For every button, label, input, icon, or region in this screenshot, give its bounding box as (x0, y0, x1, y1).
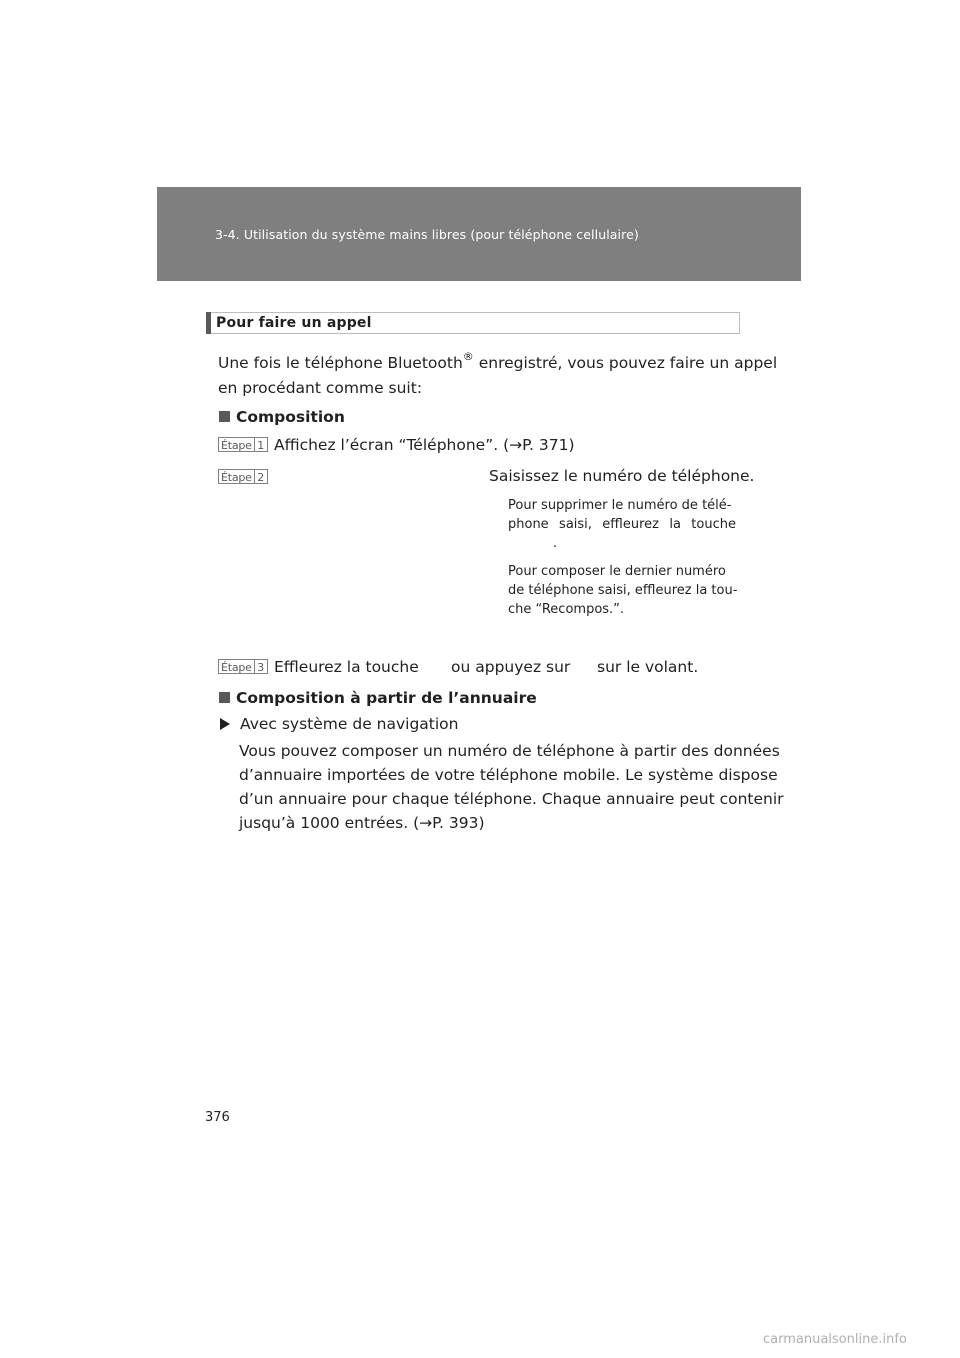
note-1-line-1: Pour supprimer le numéro de télé- (508, 498, 732, 513)
intro-line-2: en procédant comme suit: (218, 379, 423, 397)
square-bullet-icon (219, 692, 230, 703)
step-3-text-b: ou appuyez sur (451, 658, 571, 676)
note-1-line-3: . (553, 536, 558, 551)
watermark: carmanualsonline.info (763, 1332, 907, 1347)
directory-para-line-1: Vous pouvez composer un numéro de téléphone à partir des données (239, 742, 780, 760)
step-1-text: Affichez l’écran “Téléphone”. (→P. 371) (274, 436, 575, 454)
chapter-title: 3-4. Utilisation du système mains libres (pour téléphone cellulaire) (215, 227, 639, 242)
composition-heading (219, 405, 345, 429)
directory-para-line-2: d’annuaire importées de votre téléphone mobile. Le système dispose (239, 766, 778, 784)
step-2-label: Étape (218, 469, 255, 484)
directory-bullet-text: Avec système de navigation (240, 715, 459, 733)
directory-para-line-3: d’un annuaire pour chaque téléphone. Chaque annuaire peut contenir (239, 790, 784, 808)
intro-text-b: enregistré, vous pouvez faire un appel (473, 354, 778, 372)
intro-text-a: Une fois le téléphone Bluetooth (218, 354, 463, 372)
section-heading-marker (206, 312, 211, 334)
section-heading: Pour faire un appel (216, 315, 372, 331)
triangle-bullet-icon (220, 718, 230, 730)
intro-line-1 (218, 351, 777, 375)
step-3-text-a: Effleurez la touche (274, 658, 419, 676)
note-2-line-2: de téléphone saisi, effleurez la tou- (508, 583, 738, 598)
step-3-number: 3 (255, 659, 268, 674)
step-3-label: Étape (218, 659, 255, 674)
square-bullet-icon (219, 411, 230, 422)
step-2-number: 2 (255, 469, 268, 484)
step-1-badge (218, 437, 268, 452)
step-1-label: Étape (218, 437, 255, 452)
directory-bullet (220, 712, 458, 736)
registered-mark: ® (462, 350, 474, 363)
step-2-text: Saisissez le numéro de téléphone. (489, 467, 755, 485)
step-3-text-c: sur le volant. (597, 658, 699, 676)
page-number: 376 (205, 1110, 230, 1125)
note-2-line-3: che “Recompos.”. (508, 602, 625, 617)
step-2-badge (218, 469, 268, 484)
note-2-line-1: Pour composer le dernier numéro (508, 564, 726, 579)
header-band (157, 187, 801, 281)
directory-para-line-4: jusqu’à 1000 entrées. (→P. 393) (239, 814, 485, 832)
composition-heading-text: Composition (236, 408, 345, 426)
step-1-number: 1 (255, 437, 268, 452)
note-1-line-2: phone saisi, effleurez la touche (508, 517, 736, 532)
section-heading-box (206, 312, 740, 334)
step-3-badge (218, 659, 268, 674)
directory-heading-text: Composition à partir de l’annuaire (236, 689, 537, 707)
directory-heading (219, 686, 537, 710)
